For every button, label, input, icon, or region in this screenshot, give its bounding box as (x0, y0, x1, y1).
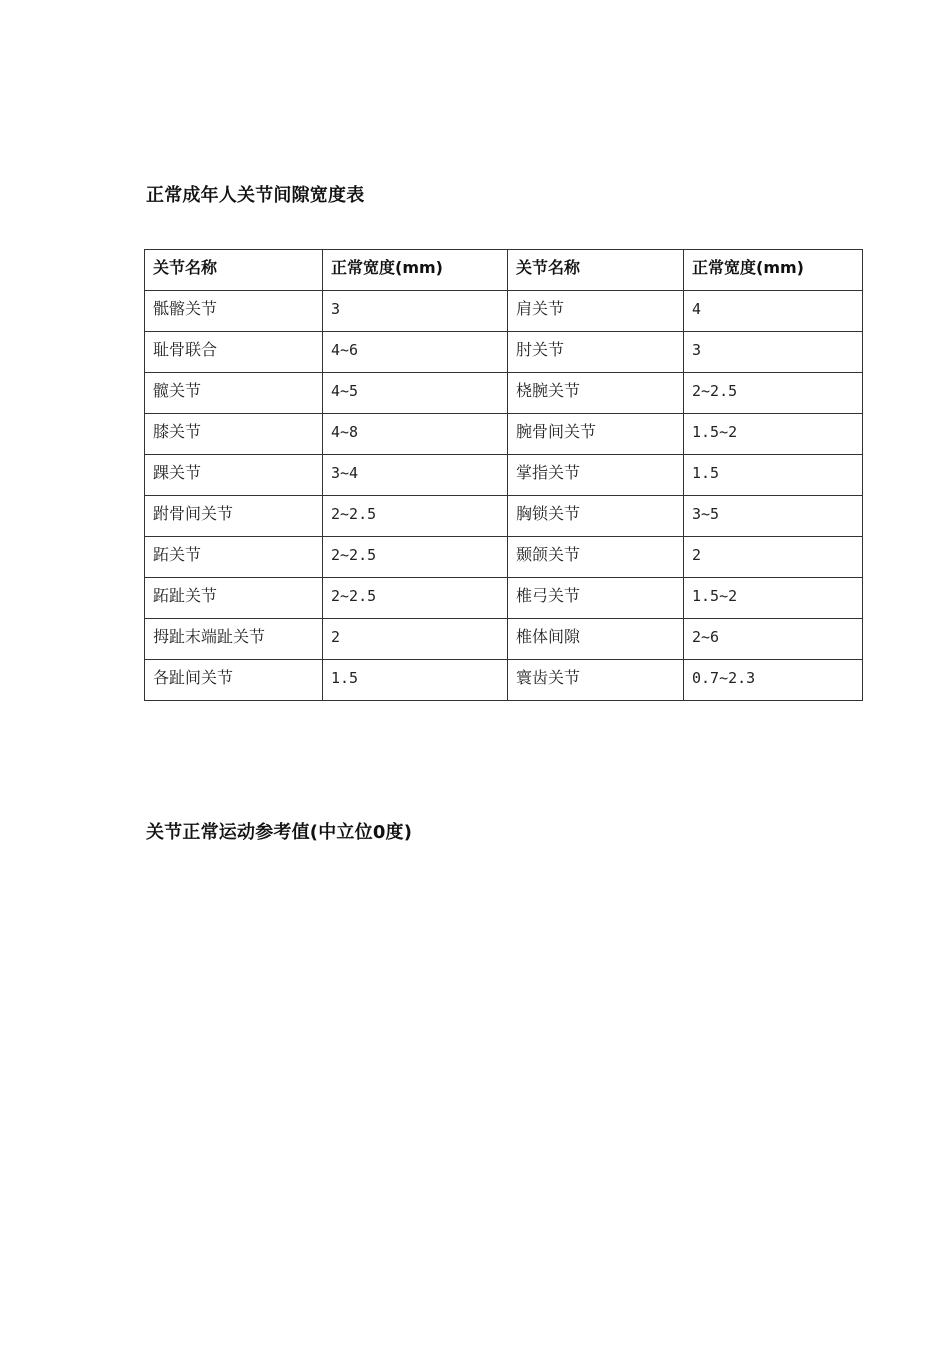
joint-name-right-cell: 椎弓关节 (508, 578, 684, 619)
joint-name-right-cell: 桡腕关节 (508, 373, 684, 414)
joint-name-left-cell: 踝关节 (145, 455, 323, 496)
table-header-row (145, 250, 863, 291)
gap-width-right-cell: 3 (684, 332, 863, 373)
table-row (145, 414, 863, 455)
gap-width-left-cell: 2~2.5 (323, 496, 508, 537)
gap-width-left-cell: 1.5 (323, 660, 508, 701)
table-row (145, 660, 863, 701)
gap-width-right-cell: 0.7~2.3 (684, 660, 863, 701)
gap-width-left-cell: 3 (323, 291, 508, 332)
gap-width-left-cell: 3~4 (323, 455, 508, 496)
gap-width-right-cell: 1.5~2 (684, 414, 863, 455)
table-row (145, 537, 863, 578)
joint-name-right-cell: 肩关节 (508, 291, 684, 332)
gap-width-right-cell: 1.5 (684, 455, 863, 496)
table-row (145, 578, 863, 619)
gap-width-right-cell: 1.5~2 (684, 578, 863, 619)
joint-name-right-cell: 颞颌关节 (508, 537, 684, 578)
header-joint-name-left: 关节名称 (145, 250, 323, 291)
joint-name-right-cell: 寰齿关节 (508, 660, 684, 701)
gap-width-right-cell: 3~5 (684, 496, 863, 537)
gap-width-right-cell: 2~6 (684, 619, 863, 660)
table-row (145, 496, 863, 537)
gap-width-left-cell: 4~6 (323, 332, 508, 373)
joint-name-left-cell: 跗骨间关节 (145, 496, 323, 537)
joint-name-left-cell: 跖关节 (145, 537, 323, 578)
joint-name-right-cell: 掌指关节 (508, 455, 684, 496)
table-title: 正常成年人关节间隙宽度表 (146, 185, 365, 206)
joint-name-left-cell: 各趾间关节 (145, 660, 323, 701)
gap-width-left-cell: 2~2.5 (323, 578, 508, 619)
table-row (145, 291, 863, 332)
gap-width-left-cell: 4~8 (323, 414, 508, 455)
gap-width-left-cell: 2 (323, 619, 508, 660)
gap-width-right-cell: 2~2.5 (684, 373, 863, 414)
gap-width-right-cell: 4 (684, 291, 863, 332)
joint-name-left-cell: 拇趾末端趾关节 (145, 619, 323, 660)
gap-width-left-cell: 2~2.5 (323, 537, 508, 578)
section-title-joint-motion: 关节正常运动参考值(中立位0度) (146, 822, 413, 843)
joint-name-right-cell: 椎体间隙 (508, 619, 684, 660)
joint-name-right-cell: 腕骨间关节 (508, 414, 684, 455)
table-row (145, 619, 863, 660)
joint-name-left-cell: 骶髂关节 (145, 291, 323, 332)
table-body (145, 291, 863, 701)
header-joint-name-right: 关节名称 (508, 250, 684, 291)
joint-name-left-cell: 跖趾关节 (145, 578, 323, 619)
joint-name-left-cell: 髋关节 (145, 373, 323, 414)
table-row (145, 373, 863, 414)
table-row (145, 332, 863, 373)
header-width-right: 正常宽度(mm) (684, 250, 863, 291)
joint-name-right-cell: 胸锁关节 (508, 496, 684, 537)
header-width-left: 正常宽度(mm) (323, 250, 508, 291)
joint-gap-table (144, 249, 863, 701)
table-row (145, 455, 863, 496)
joint-name-left-cell: 耻骨联合 (145, 332, 323, 373)
gap-width-right-cell: 2 (684, 537, 863, 578)
gap-width-left-cell: 4~5 (323, 373, 508, 414)
joint-name-right-cell: 肘关节 (508, 332, 684, 373)
joint-name-left-cell: 膝关节 (145, 414, 323, 455)
